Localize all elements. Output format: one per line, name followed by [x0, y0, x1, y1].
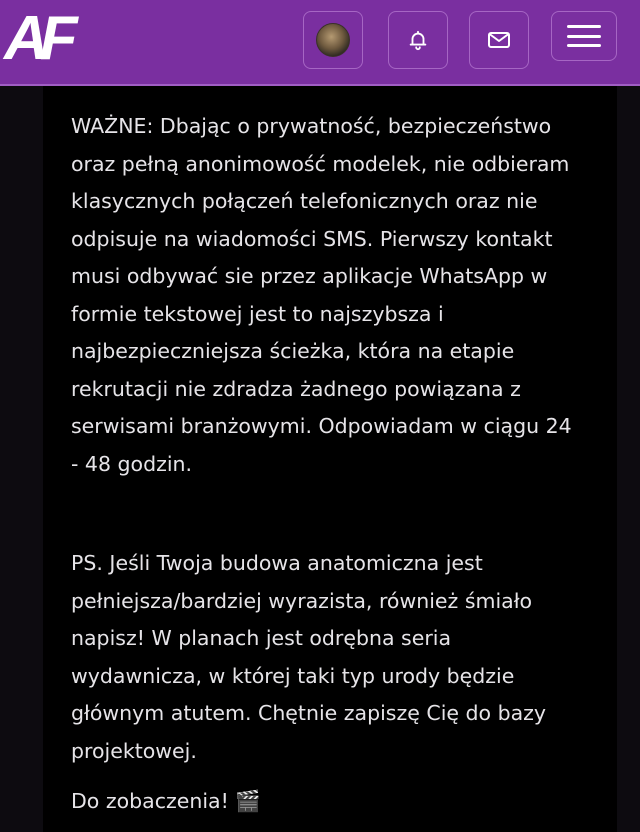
text-line: oraz pełną anonimowość modelek, nie odbieram [71, 151, 570, 176]
mail-icon [487, 30, 511, 50]
text-line: WAŻNE: Dbając o prywatność, bezpieczeństwo [71, 114, 552, 138]
notifications-button[interactable] [388, 11, 448, 69]
top-header [0, 0, 640, 86]
text-line: wydawnicza, w której taki typ urody będzie [71, 663, 515, 688]
text-line: klasycznych połączeń telefonicznych oraz nie [71, 189, 538, 213]
notice-paragraph [71, 108, 571, 483]
hamburger-menu-icon [567, 25, 601, 47]
text-line: serwisami branżowymi. Odpowiadam w ciągu 24 [71, 414, 572, 438]
text-line: formie tekstowej jest to najszybsza i [71, 301, 444, 326]
text-line: napisz! W planach jest odrębna seria [71, 626, 452, 650]
text-line: pełniejsza/bardziej wyrazista, również śmiało [71, 588, 533, 613]
closing-paragraph [71, 783, 571, 821]
text-line: odpisuje na wiadomości SMS. Pierwszy kontakt [71, 226, 553, 251]
ps-paragraph [71, 545, 571, 770]
menu-button[interactable] [551, 11, 617, 61]
profile-button[interactable] [303, 11, 363, 69]
bell-icon [407, 29, 429, 51]
text-line: - 48 godzin. [71, 451, 193, 476]
user-avatar [316, 23, 350, 57]
text-line: Do zobaczenia! 🎬 [71, 789, 261, 813]
text-line: rekrutacji nie zdradza żadnego powiązana z [71, 376, 521, 401]
text-line: PS. Jeśli Twoja budowa anatomiczna jest [71, 551, 483, 575]
messages-button[interactable] [469, 11, 529, 69]
text-line: musi odbywać sie przez aplikacje WhatsApp w [71, 264, 548, 288]
text-line: projektowej. [71, 738, 197, 763]
text-line: głównym atutem. Chętnie zapiszę Cię do bazy [71, 701, 547, 725]
site-logo[interactable]: AF [4, 4, 69, 73]
text-line: najbezpieczniejsza ścieżka, która na etapie [71, 339, 515, 363]
